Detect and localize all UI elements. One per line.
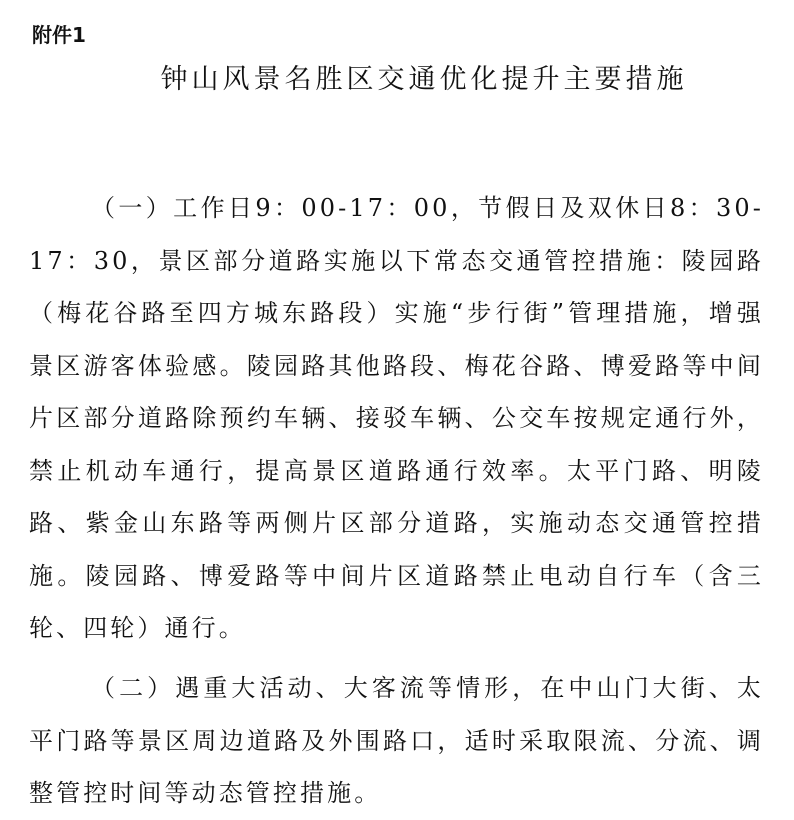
paragraph-measure-1: （一）工作日9：00-17：00，节假日及双休日8：30-17：30，景区部分道路实施以下常态交通管控措施：陵园路（梅花谷路至四方城东路段）实施“步行街”管理措施，增强景区游客体验感。陵园路其他路段、梅花谷路、博爱路等中间片区部分道路除预约车辆、接驳车辆、公交车按规定通行外，禁止机动车通行，提高景区道路通行效率。太平门路、明陵路、紫金山东路等两侧片区部分道路，实施动态交通管控措施。陵园路、博爱路等中间片区道路禁止电动自行车（含三轮、四轮）通行。 xyxy=(29,194,764,642)
document-title: 钟山风景名胜区交通优化提升主要措施 xyxy=(160,64,688,95)
attachment-label: 附件1 xyxy=(32,23,86,47)
paragraph-measure-2: （二）遇重大活动、大客流等情形，在中山门大街、太平门路等景区周边道路及外围路口，适时采取限流、分流、调整管控时间等动态管控措施。 xyxy=(29,674,764,807)
